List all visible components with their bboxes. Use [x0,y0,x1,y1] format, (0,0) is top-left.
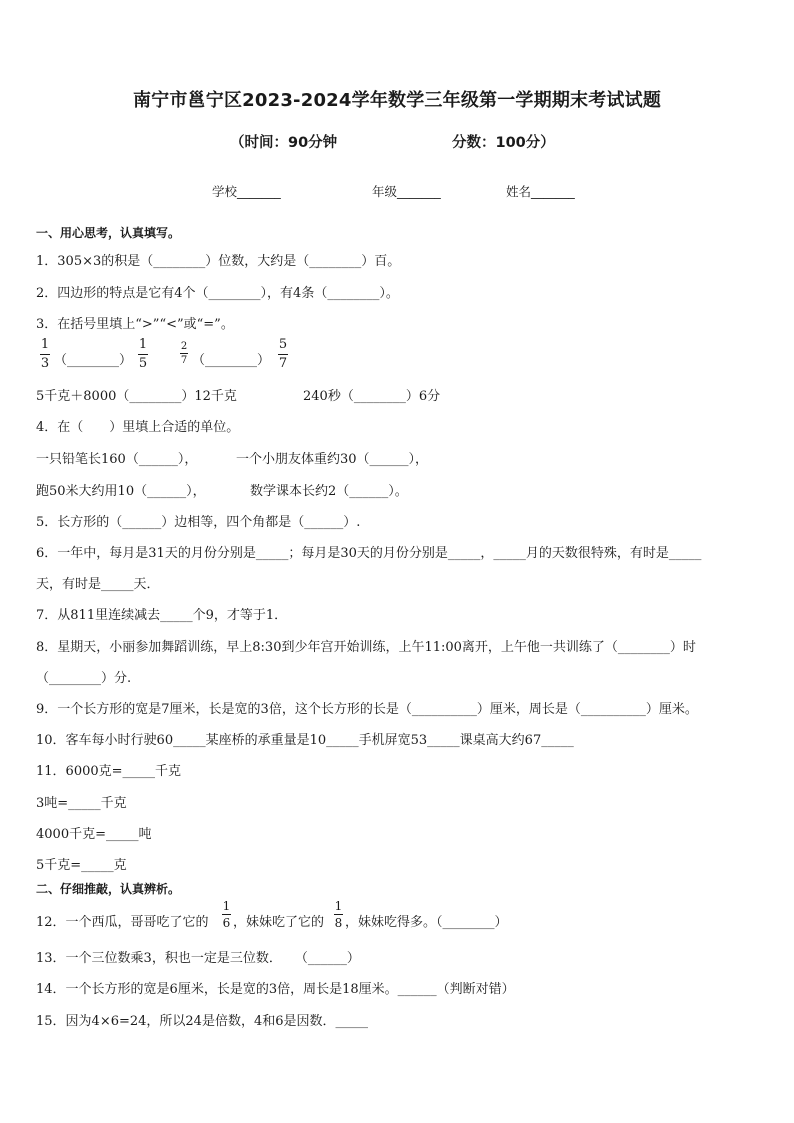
question-3-b: 240秒（________）6分 [303,389,441,404]
fraction-numerator: 1 [138,337,148,352]
question-4-b: 一个小朋友体重约30（______）， [236,452,429,467]
fraction-denominator: 7 [180,355,188,366]
question-11-d: 5千克=_____克 [36,858,127,873]
question-11-c: 4000千克=_____吨 [36,827,152,842]
question-11-b: 3吨=_____千克 [36,796,127,811]
section-1-heading: 一、用心思考，认真填写。 [36,226,181,240]
fraction-5-7 [278,338,288,371]
exam-score: 分数：100分） [452,135,555,151]
section-2-heading: 二、仔细推敲，认真辨析。 [36,882,181,896]
question-7: 7．从811里连续减去_____个9，才等于1． [36,608,288,623]
fraction-1-5 [138,338,148,371]
question-12-part-a: 12．一个西瓜，哥哥吃了它的 [36,915,209,930]
fraction-numerator: 5 [278,337,288,352]
fraction-denominator: 5 [138,356,148,371]
question-3-a: 5千克＋8000（________）12千克 [36,389,237,404]
name-field[interactable]: 姓名_______ [506,184,575,199]
question-11: 11．6000克=_____千克 [36,764,182,779]
school-field[interactable]: 学校_______ [212,184,281,199]
question-3: 3．在括号里填上“>”“<”或“=”。 [36,317,234,332]
question-2: 2．四边形的特点是它有4个（________），有4条（________）。 [36,286,399,301]
question-6-line-2: 天，有时是_____天． [36,577,160,592]
question-12-part-b: ，妹妹吃了它的 [233,915,325,930]
fraction-numerator: 1 [40,337,50,352]
question-4: 4．在（ ）里填上合适的单位。 [36,420,240,435]
question-9: 9．一个长方形的宽是7厘米，长是宽的3倍，这个长方形的长是（__________）厘米，周长是（__________）厘米。 [36,702,698,717]
question-15: 15．因为4×6=24，所以24是倍数，4和6是因数．_____ [36,1014,368,1029]
fraction-1-6 [222,900,231,929]
fraction-denominator: 7 [278,356,288,371]
fraction-denominator: 3 [40,356,50,371]
fraction-denominator: 6 [222,916,231,930]
question-5: 5．长方形的（______）边相等，四个角都是（______）. [36,515,361,530]
fraction-numerator: 1 [334,899,343,913]
fraction-denominator: 8 [334,916,343,930]
page-title: 南宁市邕宁区2023-2024学年数学三年级第一学期期末考试试题 [132,90,662,111]
fraction-1-3 [40,338,50,371]
question-4-d: 数学课本长约2（______）。 [250,484,408,499]
fraction-numerator: 1 [222,899,231,913]
question-8-line-2: （________）分. [36,671,132,686]
question-4-c: 跑50米大约用10（______）， [36,484,206,499]
question-1: 1．305×3的积是（________）位数，大约是（________）百。 [36,254,401,269]
fraction-1-8 [334,900,343,929]
question-13: 13．一个三位数乘3，积也一定是三位数． （______） [36,951,360,966]
question-10: 10．客车每小时行驶60_____某座桥的承重量是10_____手机屏宽53_____课桌高大约67_____ [36,733,574,748]
question-12-part-c: ，妹妹吃得多。（________） [345,915,508,930]
fraction-numerator: 2 [180,341,188,352]
exam-time: （时间：90分钟 [230,135,338,151]
grade-field[interactable]: 年级_______ [372,184,441,199]
question-14: 14．一个长方形的宽是6厘米，长是宽的3倍，周长是18厘米。______（判断对错） [36,982,515,997]
compare-blank-1[interactable]: （________） [54,353,133,368]
question-8-line-1: 8．星期天，小丽参加舞蹈训练，早上8:30到少年宫开始训练，上午11:00离开，上午他一共训练了（________）时 [36,640,696,655]
compare-blank-2[interactable]: （________） [192,353,271,368]
question-6-line-1: 6．一年中，每月是31天的月份分别是_____；每月是30天的月份分别是_____，_____月的天数很特殊，有时是_____ [36,546,702,561]
question-4-a: 一只铅笔长160（______）， [36,452,198,467]
fraction-2-7 [180,341,188,366]
